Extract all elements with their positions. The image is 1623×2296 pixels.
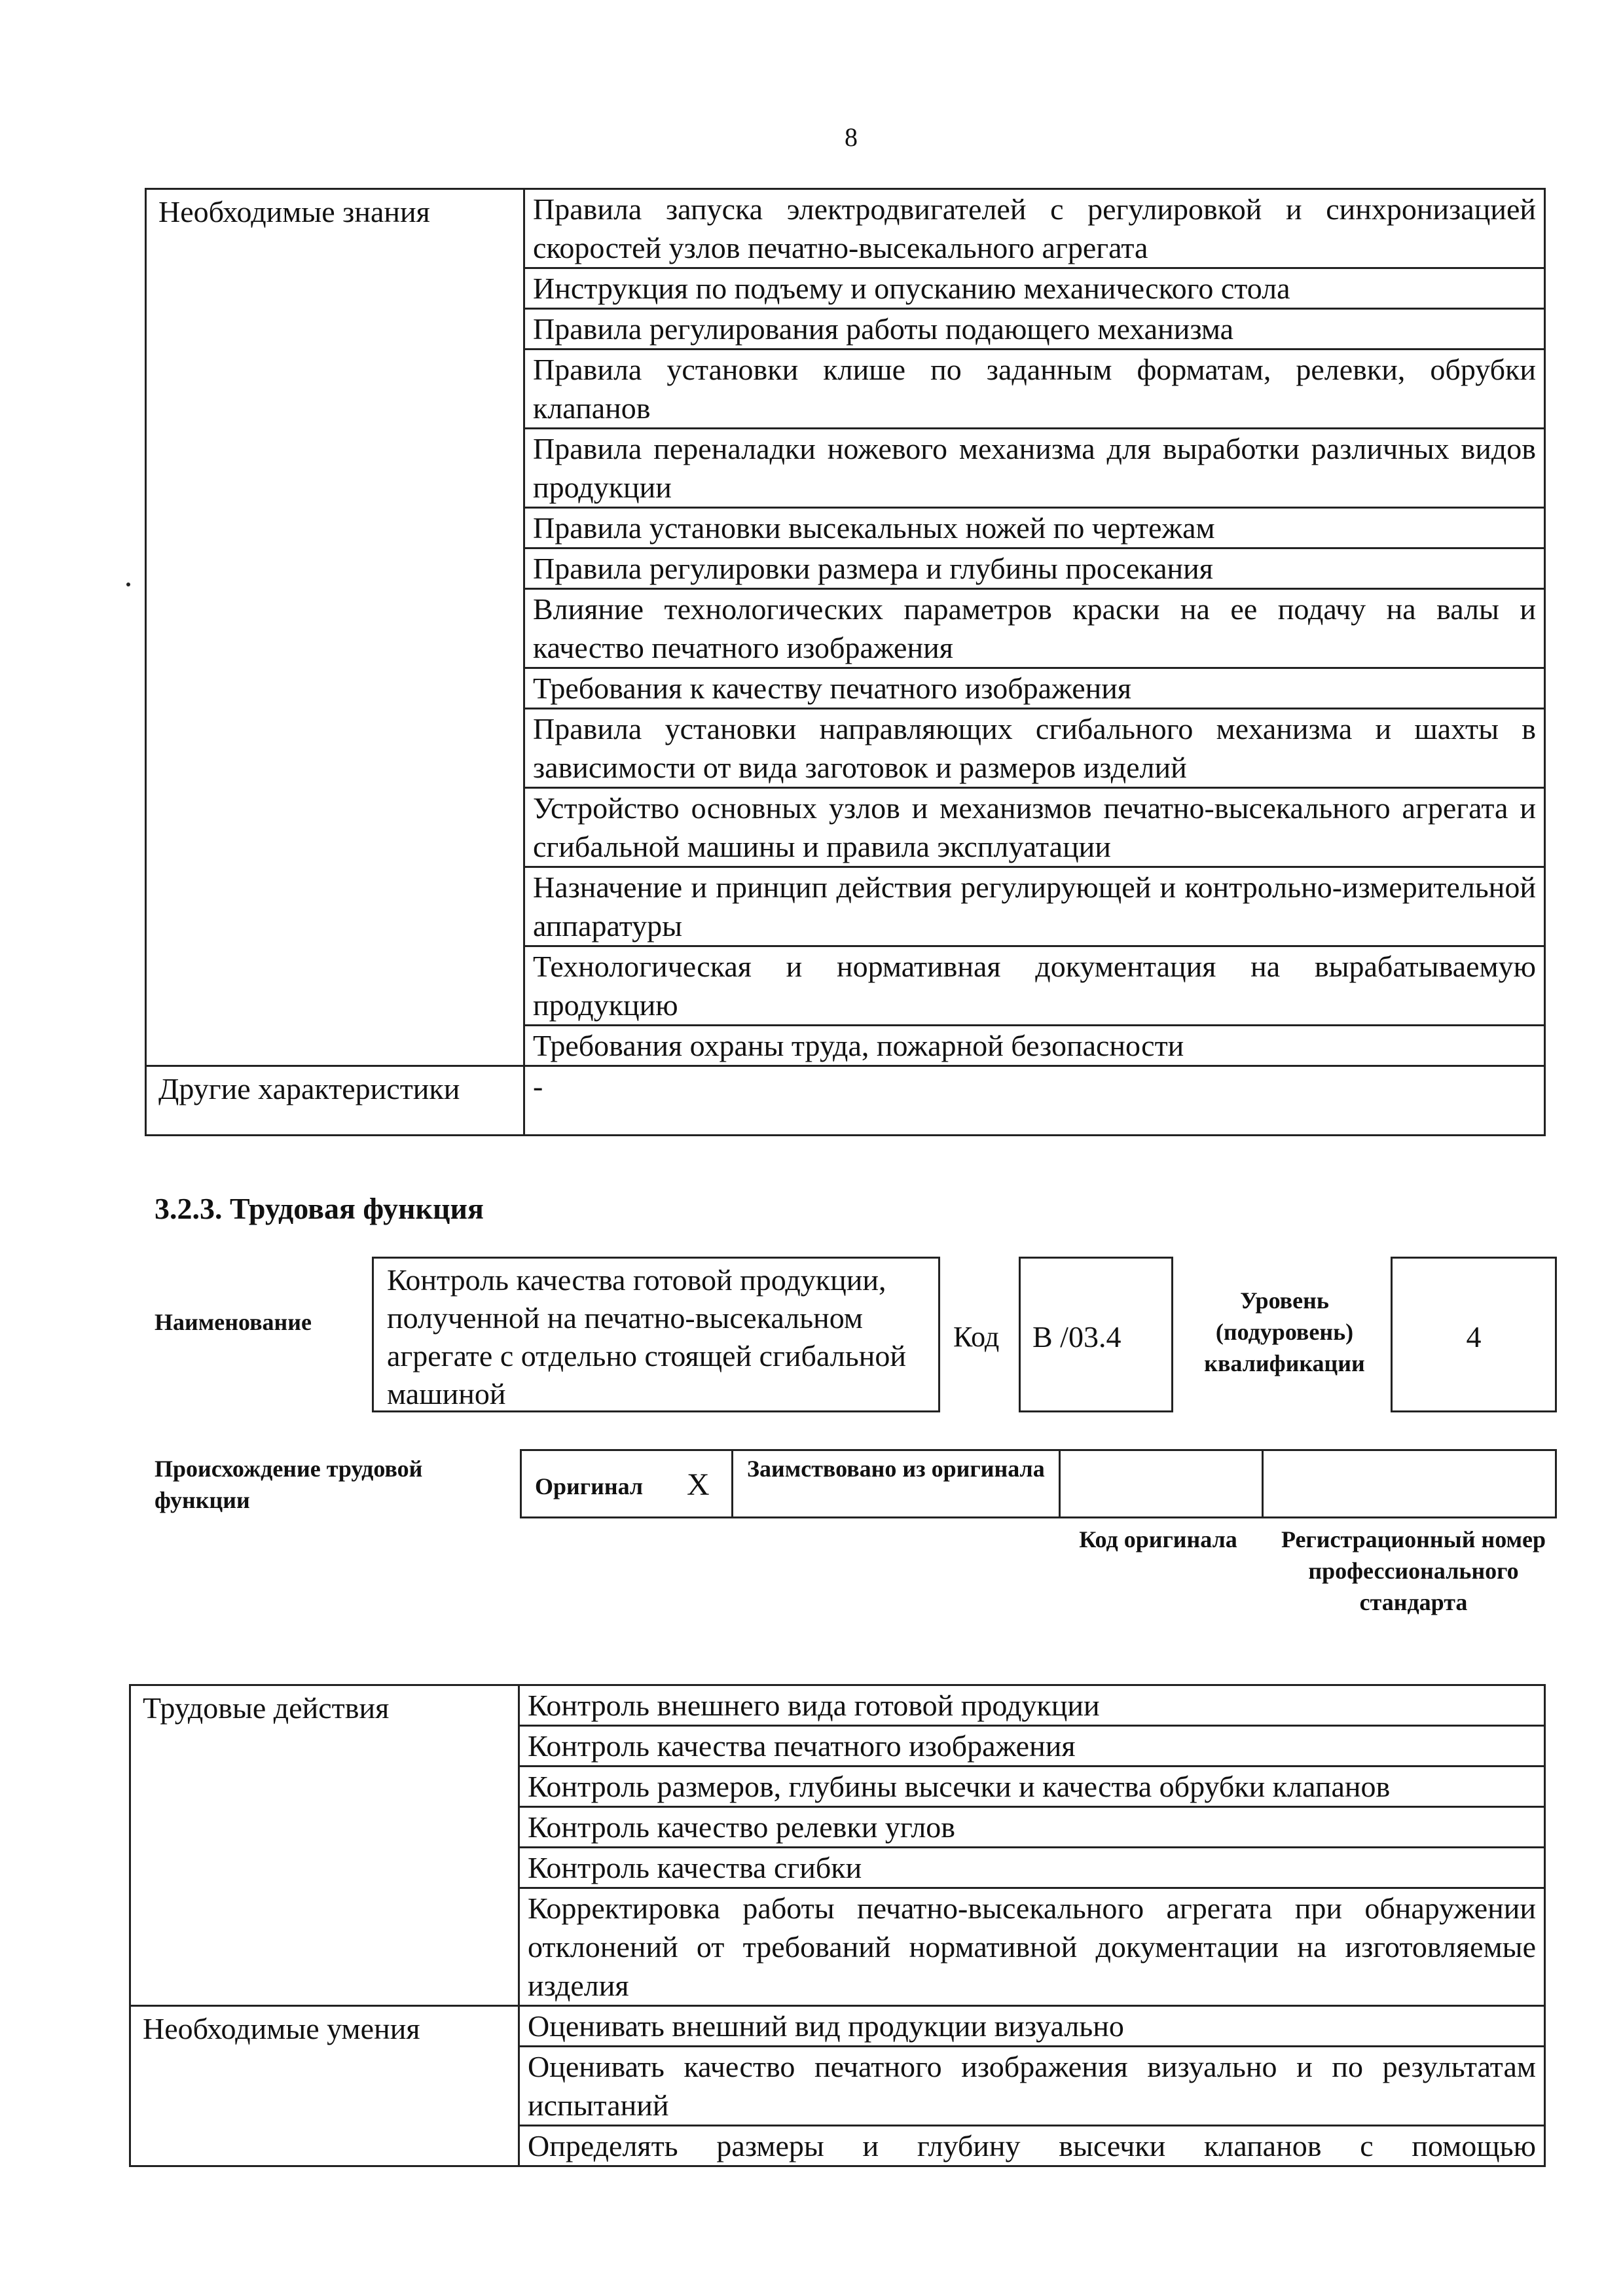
table-row <box>146 189 1545 268</box>
actions-label: Трудовые действия <box>130 1685 519 2006</box>
knowledge-label: Необходимые знания <box>146 189 524 1066</box>
list-item: Назначение и принцип действия регулирующей и контрольно-измерительной аппаратуры <box>524 867 1545 946</box>
actions-table <box>129 1684 1546 2167</box>
list-item: Контроль качество релевки углов <box>519 1807 1545 1848</box>
table-row <box>130 2006 1545 2047</box>
list-item: Правила установки клише по заданным форматам, релевки, обрубки клапанов <box>524 350 1545 429</box>
level-label: Уровень (подуровень) квалификации <box>1204 1287 1365 1376</box>
list-item: Оценивать качество печатного изображения визуально и по результатам испытаний <box>519 2047 1545 2126</box>
list-item: Правила переналадки ножевого механизма для выработки различных видов продукции <box>524 429 1545 508</box>
table-row <box>130 1685 1545 1726</box>
code-label: Код <box>953 1321 1000 1353</box>
list-item: Влияние технологических параметров краски на ее подачу на валы и качество печатного изображения <box>524 589 1545 668</box>
list-item: Правила запуска электродвигателей с регулировкой и синхронизацией скоростей узлов печатно-высекального агрегата <box>524 189 1545 268</box>
divider <box>1059 1451 1061 1516</box>
list-item: Устройство основных узлов и механизмов печатно-высекального агрегата и сгибальной машины и правила эксплуатации <box>524 788 1545 867</box>
knowledge-table <box>145 188 1546 1136</box>
list-item: Корректировка работы печатно-высекального агрегата при обнаружении отклонений от требований нормативной документации на изготовляемые изделия <box>519 1888 1545 2006</box>
list-item: Требования к качеству печатного изображения <box>524 668 1545 709</box>
name-label: Наименование <box>155 1309 312 1335</box>
divider <box>1262 1451 1264 1516</box>
other-value: - <box>524 1066 1545 1136</box>
code-original-caption: Код оригинала <box>1079 1526 1237 1552</box>
origin-box <box>520 1449 1557 1518</box>
skills-label: Необходимые умения <box>130 2006 519 2166</box>
code-value: В /03.4 <box>1019 1257 1173 1412</box>
list-item: Требования охраны труда, пожарной безопасности <box>524 1026 1545 1066</box>
origin-label: Происхождение трудовой функции <box>155 1456 423 1513</box>
section-title: 3.2.3. Трудовая функция <box>155 1192 484 1225</box>
list-item: Контроль внешнего вида готовой продукции <box>519 1685 1545 1726</box>
list-item: Правила установки высекальных ножей по чертежам <box>524 508 1545 548</box>
page-number: 8 <box>845 122 858 152</box>
list-item: Контроль размеров, глубины высечки и качества обрубки клапанов <box>519 1767 1545 1807</box>
list-item: Оценивать внешний вид продукции визуально <box>519 2006 1545 2047</box>
stray-dot <box>126 583 130 586</box>
borrowed-label: Заимствовано из оригинала <box>747 1456 1045 1482</box>
list-item: Контроль качества печатного изображения <box>519 1726 1545 1767</box>
list-item: Контроль качества сгибки <box>519 1848 1545 1888</box>
list-item: Правила регулирования работы подающего механизма <box>524 309 1545 350</box>
name-value: Контроль качества готовой продукции, полученной на печатно-высекальном агрегате с отдельно стоящей сгибальной машиной <box>372 1257 940 1412</box>
list-item: Правила установки направляющих сгибального механизма и шахты в зависимости от вида заготовок и размеров изделий <box>524 709 1545 788</box>
list-item: Определять размеры и глубину высечки клапанов с помощью <box>519 2126 1545 2166</box>
reg-number-caption: Регистрационный номер профессионального стандарта <box>1281 1526 1546 1615</box>
level-value: 4 <box>1391 1257 1557 1412</box>
list-item: Правила регулировки размера и глубины просекания <box>524 548 1545 589</box>
list-item: Технологическая и нормативная документация на вырабатываемую продукцию <box>524 946 1545 1026</box>
original-mark: X <box>687 1467 710 1502</box>
other-label: Другие характеристики <box>146 1066 524 1136</box>
original-label: Оригинал <box>535 1473 644 1499</box>
table-row <box>146 1066 1545 1136</box>
list-item: Инструкция по подъему и опусканию механического стола <box>524 268 1545 309</box>
